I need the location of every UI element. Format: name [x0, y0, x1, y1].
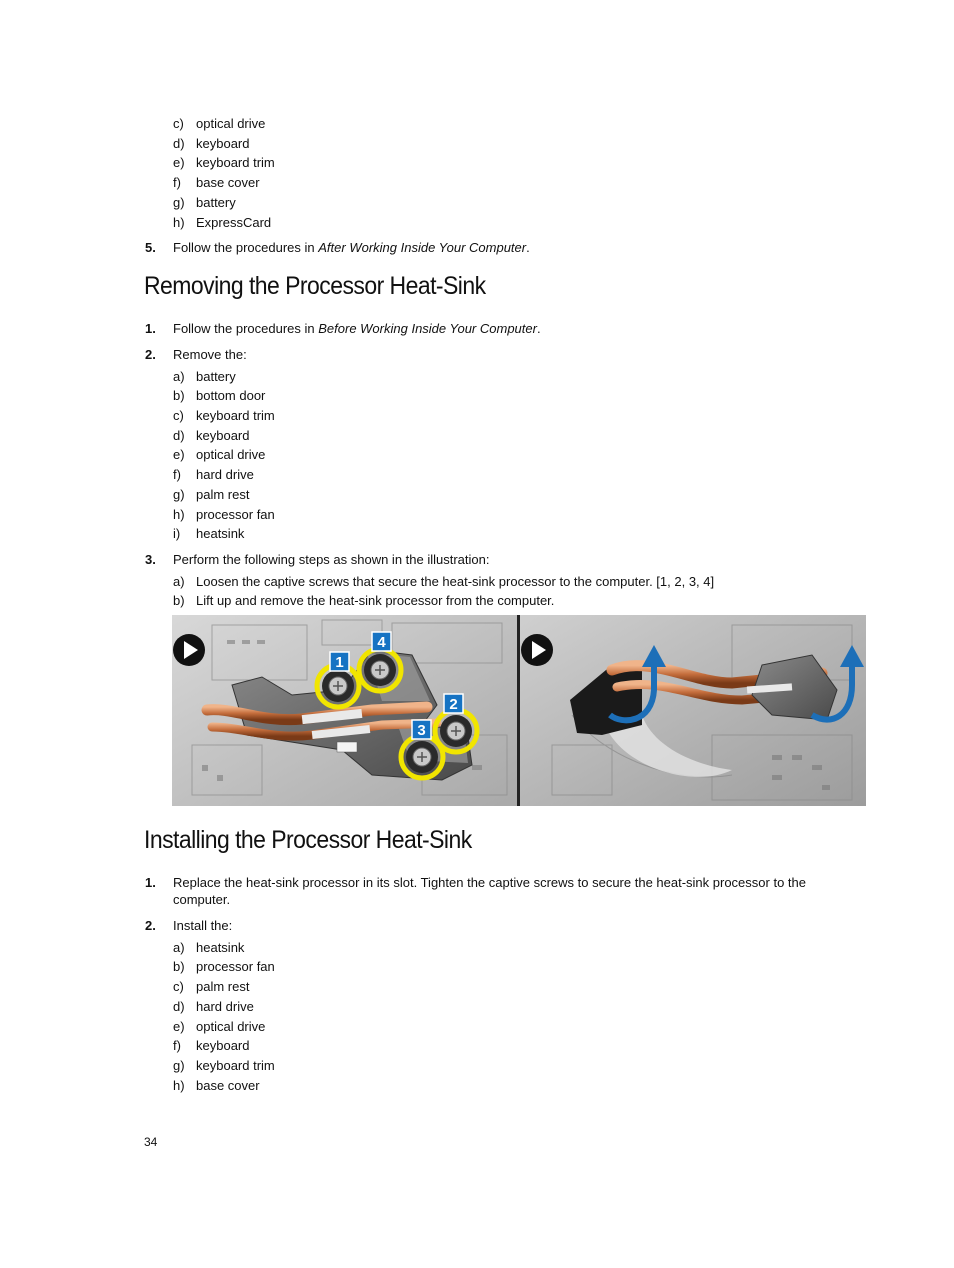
list-item: d) hard drive	[173, 999, 254, 1014]
callout-4	[372, 632, 391, 651]
list-item: g) battery	[173, 195, 236, 210]
screw-3	[401, 736, 443, 778]
list-item: f) keyboard	[173, 1038, 250, 1053]
list-item: g) palm rest	[173, 487, 250, 502]
list-item: a) Loosen the captive screws that secure the heat-sink processor to the computer. [1, 2, 3, 4]	[173, 574, 715, 589]
callout-3	[412, 720, 431, 739]
list-item: d) keyboard	[173, 428, 250, 443]
heatsink-removal-illustration	[172, 615, 866, 806]
list-item: c) palm rest	[173, 979, 250, 994]
list-item: e) optical drive	[173, 1019, 266, 1034]
link-before-working: Before Working Inside Your Computer	[318, 321, 537, 336]
right-panel	[520, 615, 866, 806]
list-item: h) processor fan	[173, 507, 275, 522]
list-item: d) keyboard	[173, 136, 250, 151]
list-item: h) base cover	[173, 1078, 260, 1093]
svg-text:2: 2	[449, 696, 458, 713]
list-item: b) processor fan	[173, 959, 275, 974]
page-number: 34	[144, 1135, 158, 1149]
svg-text:4: 4	[377, 634, 386, 651]
list-item: c) optical drive	[173, 116, 266, 131]
list-item: b) Lift up and remove the heat-sink processor from the computer.	[173, 593, 555, 608]
list-item: a) battery	[173, 369, 236, 384]
list-item: b) bottom door	[173, 388, 266, 403]
section-title-installing: Installing the Processor Heat-Sink	[144, 826, 472, 854]
play-icon	[173, 634, 205, 666]
list-item: a) heatsink	[173, 940, 245, 955]
left-panel	[172, 615, 517, 806]
svg-text:1: 1	[335, 654, 344, 671]
installing-step-1: 1. Replace the heat-sink processor in its slot. Tighten the captive screws to secure the heat-sink processor to the computer.	[145, 875, 806, 907]
list-item: i) heatsink	[173, 526, 245, 541]
panel-divider	[517, 615, 520, 806]
play-icon	[521, 634, 553, 666]
section-title-removing: Removing the Processor Heat-Sink	[144, 272, 486, 300]
list-item: f) hard drive	[173, 467, 254, 482]
link-after-working: After Working Inside Your Computer	[318, 240, 527, 255]
list-item: f) base cover	[173, 175, 260, 190]
svg-text:3: 3	[417, 722, 426, 739]
list-item: h) ExpressCard	[173, 215, 272, 230]
list-item: e) optical drive	[173, 447, 266, 462]
callout-1	[330, 652, 349, 671]
screw-4	[359, 649, 401, 691]
list-item: g) keyboard trim	[173, 1058, 275, 1073]
callout-2	[444, 694, 463, 713]
list-item: c) keyboard trim	[173, 408, 275, 423]
list-item: e) keyboard trim	[173, 155, 275, 170]
